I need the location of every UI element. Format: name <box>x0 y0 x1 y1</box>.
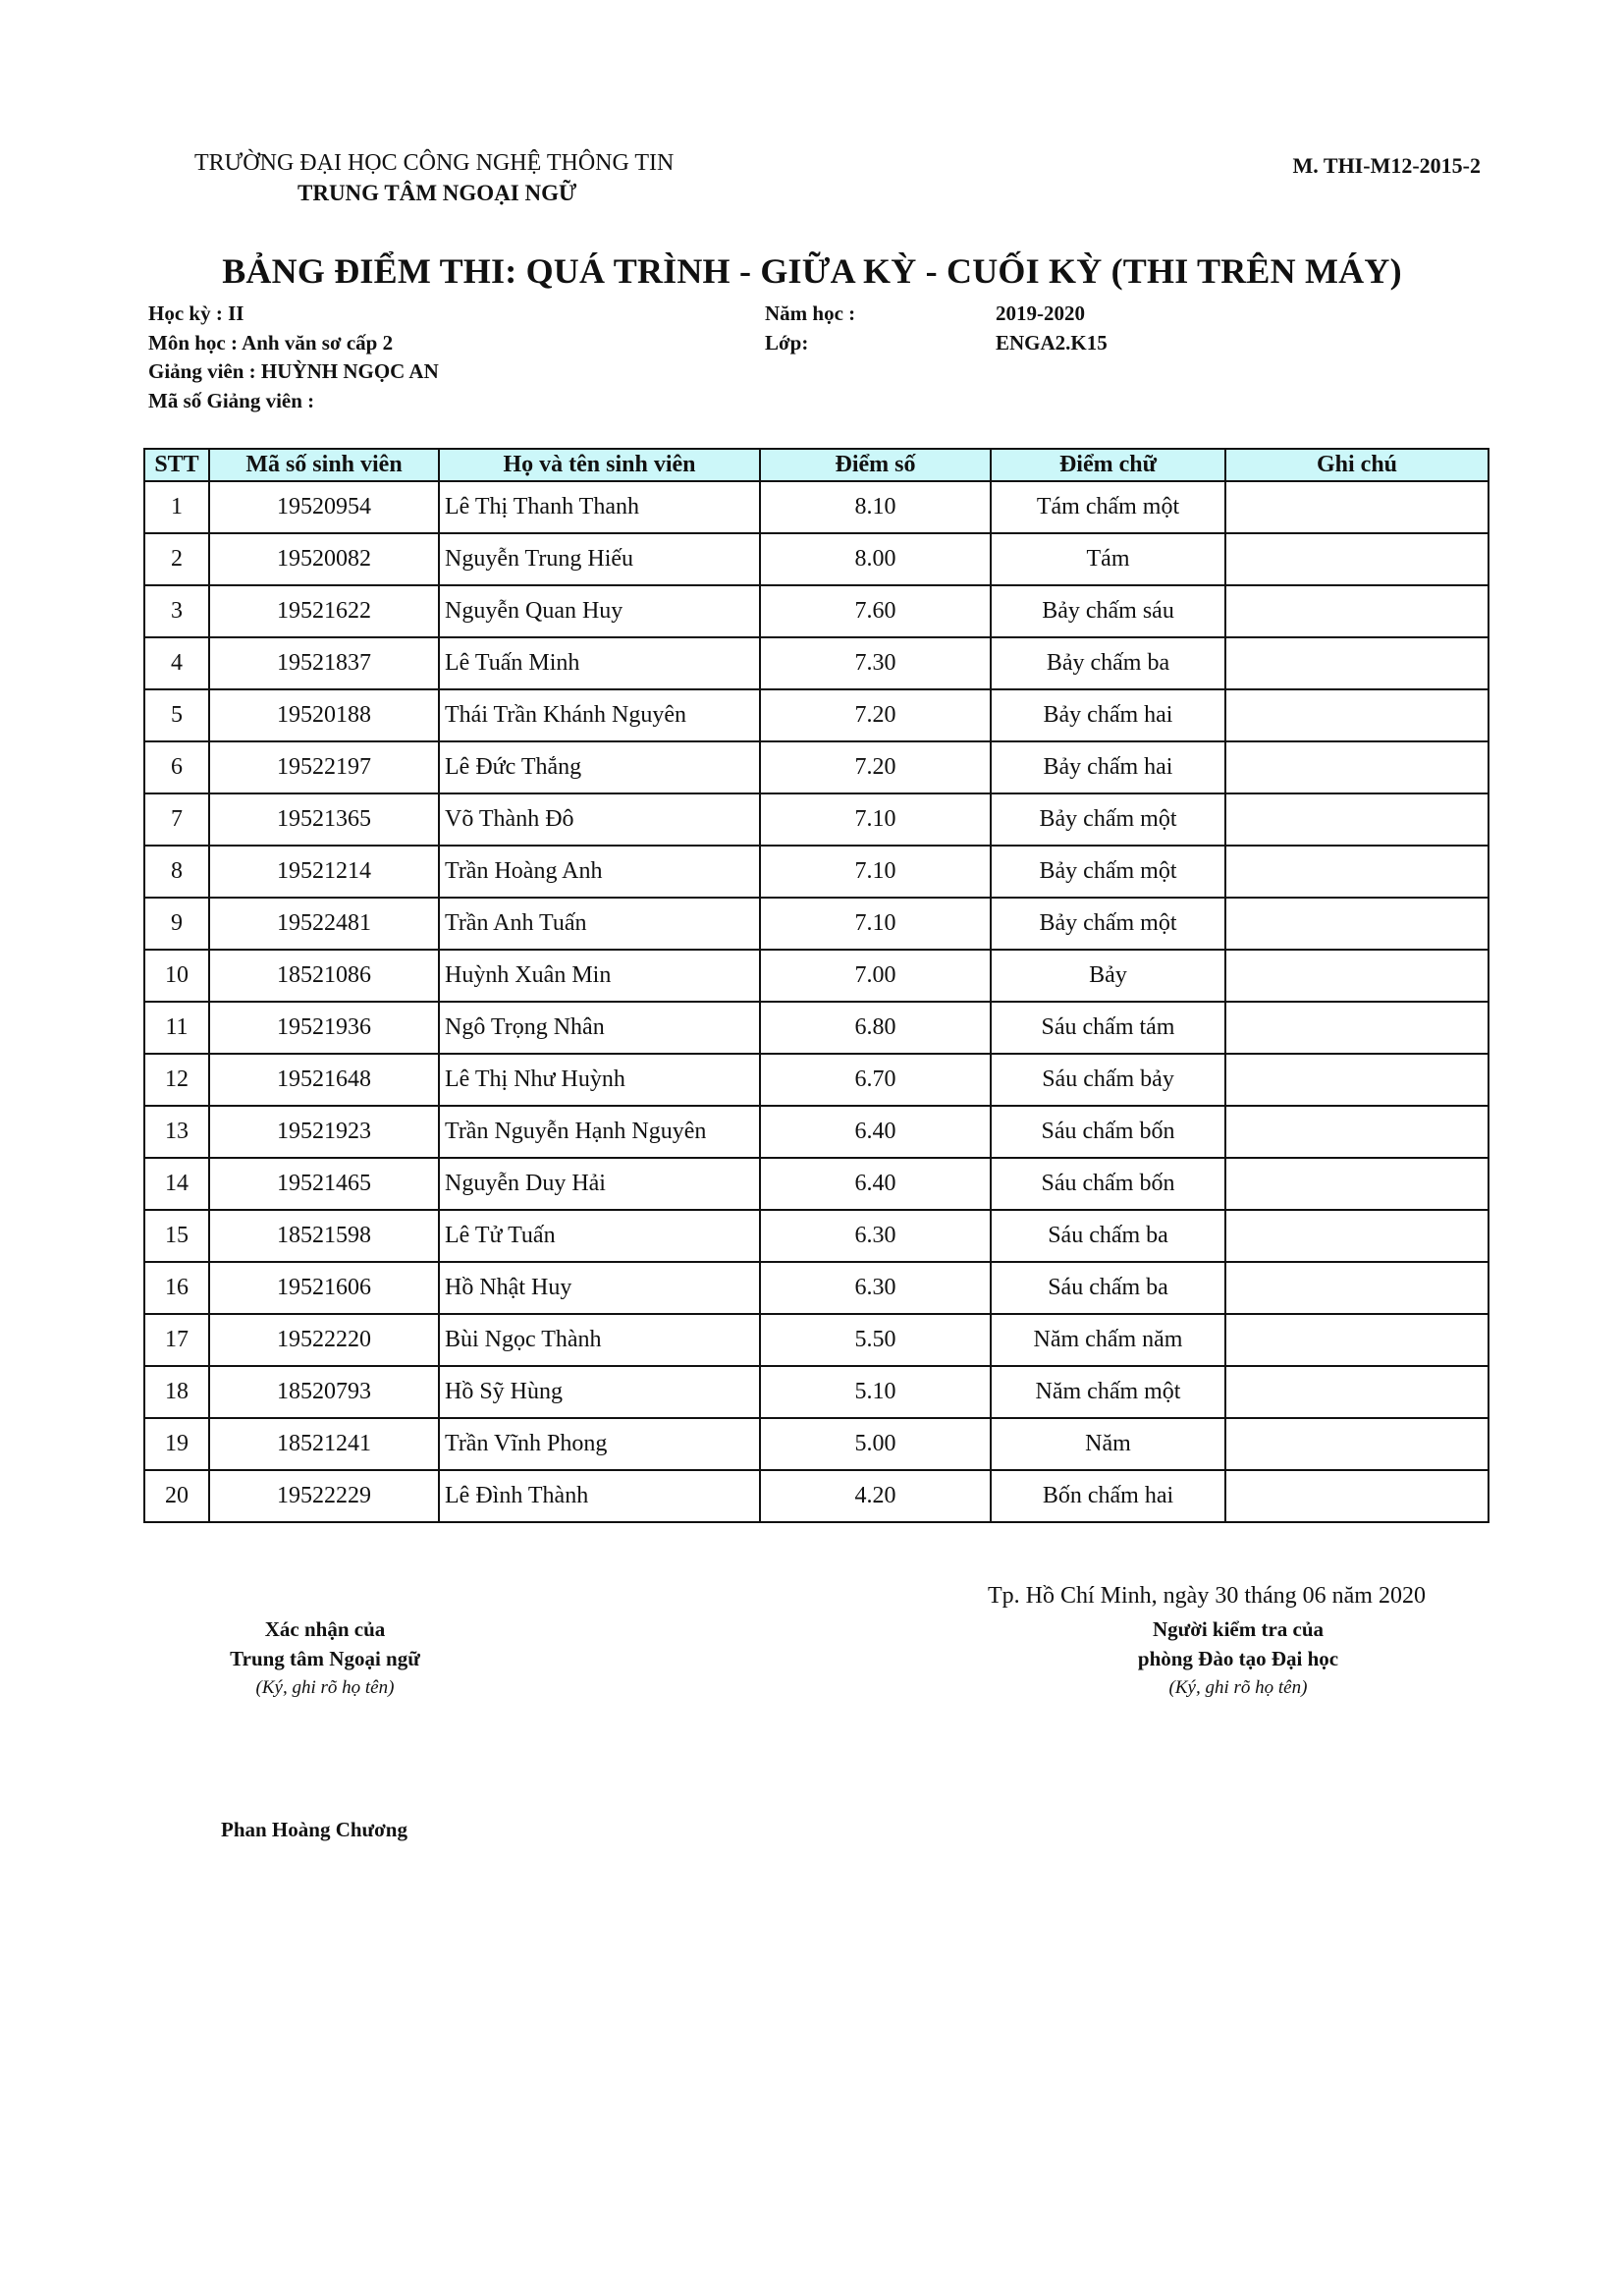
school-year-label: Năm học : <box>765 301 856 325</box>
score-words-cell: Sáu chấm bốn <box>991 1106 1225 1158</box>
note-cell <box>1225 741 1489 793</box>
score-words-cell: Bảy <box>991 950 1225 1002</box>
student-id-cell: 19521837 <box>209 637 439 689</box>
right-signature-note: (Ký, ghi rõ họ tên) <box>1168 1677 1308 1698</box>
score-words-cell: Sáu chấm ba <box>991 1262 1225 1314</box>
student-id-cell: 18521086 <box>209 950 439 1002</box>
score-cell: 5.50 <box>760 1314 991 1366</box>
row-number-cell: 12 <box>144 1054 209 1106</box>
student-id-cell: 19521648 <box>209 1054 439 1106</box>
row-number-cell: 15 <box>144 1210 209 1262</box>
score-cell: 7.10 <box>760 793 991 846</box>
table-row <box>144 1366 1489 1418</box>
score-cell: 7.10 <box>760 898 991 950</box>
row-number-cell: 9 <box>144 898 209 950</box>
column-header: Điểm chữ <box>991 449 1225 481</box>
table-row <box>144 1106 1489 1158</box>
student-name-cell: Trần Nguyễn Hạnh Nguyên <box>439 1106 760 1158</box>
row-number-cell: 1 <box>144 481 209 533</box>
note-cell <box>1225 1158 1489 1210</box>
column-header: STT <box>144 449 209 481</box>
student-name-cell: Hồ Nhật Huy <box>439 1262 760 1314</box>
table-row <box>144 689 1489 741</box>
subject-label: Môn học : Anh văn sơ cấp 2 <box>148 331 394 355</box>
student-name-cell: Nguyễn Quan Huy <box>439 585 760 637</box>
score-words-cell: Bảy chấm hai <box>991 689 1225 741</box>
class-label: Lớp: <box>765 331 809 355</box>
table-row <box>144 1314 1489 1366</box>
score-cell: 6.30 <box>760 1210 991 1262</box>
class-value: ENGA2.K15 <box>996 331 1108 355</box>
score-cell: 6.80 <box>760 1002 991 1054</box>
score-words-cell: Sáu chấm tám <box>991 1002 1225 1054</box>
student-name-cell: Trần Hoàng Anh <box>439 846 760 898</box>
date-line: Tp. Hồ Chí Minh, ngày 30 tháng 06 năm 2020 <box>988 1583 1426 1609</box>
form-code: M. THI-M12-2015-2 <box>1292 153 1481 178</box>
column-header: Mã số sinh viên <box>209 449 439 481</box>
score-cell: 8.10 <box>760 481 991 533</box>
row-number-cell: 19 <box>144 1418 209 1470</box>
note-cell <box>1225 1262 1489 1314</box>
score-words-cell: Bảy chấm một <box>991 898 1225 950</box>
lecturer-label: Giảng viên : HUỲNH NGỌC AN <box>148 359 439 383</box>
left-signature-title: Xác nhận của <box>264 1617 386 1641</box>
note-cell <box>1225 689 1489 741</box>
left-signature-org: Trung tâm Ngoại ngữ <box>230 1647 420 1670</box>
score-cell: 8.00 <box>760 533 991 585</box>
lecturer-id-label: Mã số Giảng viên : <box>148 389 315 412</box>
table-header-row <box>144 449 1489 481</box>
score-words-cell: Sáu chấm ba <box>991 1210 1225 1262</box>
table-row <box>144 585 1489 637</box>
note-cell <box>1225 481 1489 533</box>
school-year-value: 2019-2020 <box>996 301 1085 325</box>
row-number-cell: 13 <box>144 1106 209 1158</box>
page-title: BẢNG ĐIỂM THI: QUÁ TRÌNH - GIỮA KỲ - CUỐI KỲ (THI TRÊN MÁY) <box>222 251 1402 291</box>
student-name-cell: Huỳnh Xuân Min <box>439 950 760 1002</box>
row-number-cell: 2 <box>144 533 209 585</box>
student-name-cell: Lê Đình Thành <box>439 1470 760 1522</box>
score-cell: 7.10 <box>760 846 991 898</box>
student-id-cell: 18520793 <box>209 1366 439 1418</box>
table-row <box>144 1470 1489 1522</box>
right-signature-title: Người kiểm tra của <box>1152 1617 1325 1641</box>
student-id-cell: 18521598 <box>209 1210 439 1262</box>
note-cell <box>1225 585 1489 637</box>
student-id-cell: 19521936 <box>209 1002 439 1054</box>
row-number-cell: 18 <box>144 1366 209 1418</box>
note-cell <box>1225 950 1489 1002</box>
note-cell <box>1225 1314 1489 1366</box>
score-cell: 5.10 <box>760 1366 991 1418</box>
row-number-cell: 16 <box>144 1262 209 1314</box>
grades-table <box>143 448 1489 1523</box>
row-number-cell: 14 <box>144 1158 209 1210</box>
left-signature-note: (Ký, ghi rõ họ tên) <box>255 1677 395 1698</box>
score-words-cell: Bảy chấm sáu <box>991 585 1225 637</box>
school-name: TRƯỜNG ĐẠI HỌC CÔNG NGHỆ THÔNG TIN <box>194 150 675 176</box>
student-name-cell: Hồ Sỹ Hùng <box>439 1366 760 1418</box>
table-row <box>144 1054 1489 1106</box>
score-words-cell: Bảy chấm một <box>991 793 1225 846</box>
note-cell <box>1225 1470 1489 1522</box>
student-id-cell: 19520188 <box>209 689 439 741</box>
note-cell <box>1225 1002 1489 1054</box>
student-id-cell: 19521606 <box>209 1262 439 1314</box>
center-name: TRUNG TÂM NGOẠI NGỮ <box>298 181 577 205</box>
note-cell <box>1225 1106 1489 1158</box>
table-row <box>144 1158 1489 1210</box>
column-header: Họ và tên sinh viên <box>439 449 760 481</box>
score-words-cell: Tám <box>991 533 1225 585</box>
table-row <box>144 1210 1489 1262</box>
table-row <box>144 950 1489 1002</box>
score-cell: 6.40 <box>760 1106 991 1158</box>
student-id-cell: 19520082 <box>209 533 439 585</box>
score-cell: 7.20 <box>760 689 991 741</box>
student-name-cell: Trần Anh Tuấn <box>439 898 760 950</box>
table-row <box>144 1418 1489 1470</box>
score-cell: 7.20 <box>760 741 991 793</box>
table-row <box>144 533 1489 585</box>
score-cell: 7.30 <box>760 637 991 689</box>
row-number-cell: 20 <box>144 1470 209 1522</box>
score-cell: 6.70 <box>760 1054 991 1106</box>
row-number-cell: 11 <box>144 1002 209 1054</box>
score-cell: 4.20 <box>760 1470 991 1522</box>
note-cell <box>1225 793 1489 846</box>
student-name-cell: Trần Vĩnh Phong <box>439 1418 760 1470</box>
student-id-cell: 19521214 <box>209 846 439 898</box>
student-id-cell: 19521365 <box>209 793 439 846</box>
table-row <box>144 1262 1489 1314</box>
row-number-cell: 3 <box>144 585 209 637</box>
student-name-cell: Lê Đức Thắng <box>439 741 760 793</box>
signer-name: Phan Hoàng Chương <box>221 1818 407 1841</box>
score-words-cell: Sáu chấm bảy <box>991 1054 1225 1106</box>
row-number-cell: 6 <box>144 741 209 793</box>
student-name-cell: Lê Thị Thanh Thanh <box>439 481 760 533</box>
score-words-cell: Bảy chấm hai <box>991 741 1225 793</box>
note-cell <box>1225 846 1489 898</box>
score-words-cell: Năm chấm năm <box>991 1314 1225 1366</box>
table-row <box>144 481 1489 533</box>
student-name-cell: Thái Trần Khánh Nguyên <box>439 689 760 741</box>
student-name-cell: Lê Tuấn Minh <box>439 637 760 689</box>
score-cell: 7.00 <box>760 950 991 1002</box>
score-words-cell: Năm <box>991 1418 1225 1470</box>
student-id-cell: 18521241 <box>209 1418 439 1470</box>
note-cell <box>1225 533 1489 585</box>
student-name-cell: Võ Thành Đô <box>439 793 760 846</box>
table-row <box>144 741 1489 793</box>
column-header: Ghi chú <box>1225 449 1489 481</box>
score-words-cell: Năm chấm một <box>991 1366 1225 1418</box>
score-words-cell: Bảy chấm ba <box>991 637 1225 689</box>
student-id-cell: 19521622 <box>209 585 439 637</box>
note-cell <box>1225 898 1489 950</box>
row-number-cell: 8 <box>144 846 209 898</box>
student-id-cell: 19522197 <box>209 741 439 793</box>
table-row <box>144 637 1489 689</box>
note-cell <box>1225 1366 1489 1418</box>
column-header: Điểm số <box>760 449 991 481</box>
note-cell <box>1225 1210 1489 1262</box>
score-words-cell: Sáu chấm bốn <box>991 1158 1225 1210</box>
score-cell: 6.40 <box>760 1158 991 1210</box>
row-number-cell: 7 <box>144 793 209 846</box>
student-id-cell: 19522481 <box>209 898 439 950</box>
note-cell <box>1225 637 1489 689</box>
table-row <box>144 793 1489 846</box>
table-row <box>144 846 1489 898</box>
score-cell: 7.60 <box>760 585 991 637</box>
row-number-cell: 4 <box>144 637 209 689</box>
score-cell: 5.00 <box>760 1418 991 1470</box>
student-id-cell: 19522220 <box>209 1314 439 1366</box>
score-words-cell: Tám chấm một <box>991 481 1225 533</box>
table-row <box>144 1002 1489 1054</box>
score-words-cell: Bốn chấm hai <box>991 1470 1225 1522</box>
score-words-cell: Bảy chấm một <box>991 846 1225 898</box>
student-name-cell: Bùi Ngọc Thành <box>439 1314 760 1366</box>
row-number-cell: 10 <box>144 950 209 1002</box>
student-id-cell: 19520954 <box>209 481 439 533</box>
row-number-cell: 5 <box>144 689 209 741</box>
row-number-cell: 17 <box>144 1314 209 1366</box>
table-row <box>144 898 1489 950</box>
student-name-cell: Nguyễn Trung Hiếu <box>439 533 760 585</box>
semester-label: Học kỳ : II <box>148 301 244 325</box>
student-id-cell: 19521465 <box>209 1158 439 1210</box>
student-name-cell: Ngô Trọng Nhân <box>439 1002 760 1054</box>
student-id-cell: 19522229 <box>209 1470 439 1522</box>
score-cell: 6.30 <box>760 1262 991 1314</box>
student-name-cell: Lê Thị Như Huỳnh <box>439 1054 760 1106</box>
note-cell <box>1225 1418 1489 1470</box>
note-cell <box>1225 1054 1489 1106</box>
right-signature-org: phòng Đào tạo Đại học <box>1137 1647 1339 1670</box>
student-name-cell: Lê Tử Tuấn <box>439 1210 760 1262</box>
student-id-cell: 19521923 <box>209 1106 439 1158</box>
student-name-cell: Nguyễn Duy Hải <box>439 1158 760 1210</box>
